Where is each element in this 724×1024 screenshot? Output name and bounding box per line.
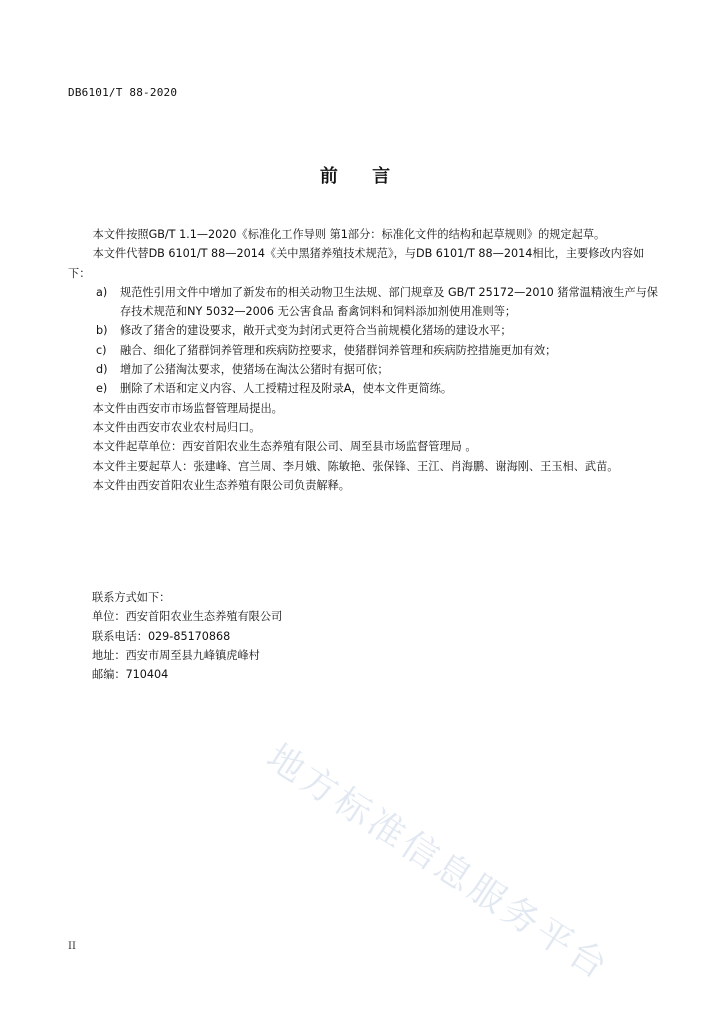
list-item (68, 360, 658, 379)
list-item-text: 删除了术语和定义内容、人工授精过程及附录A，使本文件更简练。 (120, 382, 453, 396)
page-title: 前 言 (319, 166, 405, 187)
watermark: 地方标准信息服务平台 (259, 736, 618, 989)
statement-drafters: 本文件主要起草人：张建峰、宫兰周、李月娥、陈敏艳、张保锋、王江、肖海鹏、谢海刚、王玉相、武苗。 (92, 459, 619, 473)
statement-drafting-units: 本文件起草单位：西安首阳农业生态养殖有限公司、周至县市场监督管理局 。 (92, 440, 477, 454)
list-item (68, 321, 658, 340)
document-code: DB6101/T 88-2020 (68, 86, 178, 99)
paragraph-replacement: 本文件代替DB 6101/T 88—2014《关中黑猪养殖技术规范》，与DB 6101/T 88—2014相比，主要修改内容如下： (68, 247, 645, 280)
list-item-mark: e) (96, 382, 108, 396)
statement-proposed: 本文件由西安市市场监督管理局提出。 (92, 401, 283, 415)
list-item-mark: c) (96, 343, 107, 357)
paragraph-standard-basis: 本文件按照GB/T 1.1—2020《标准化工作导则 第1部分：标准化文件的结构和起草规则》的规定起草。 (92, 228, 606, 241)
page-number: II (68, 941, 76, 952)
list-item-mark: a) (96, 285, 108, 299)
list-item-text: 增加了公猪淘汰要求，使猪场在淘汰公猪时有据可依； (120, 363, 389, 377)
contact-heading: 联系方式如下： (92, 591, 171, 604)
list-item-text: 融合、细化了猪群饲养管理和疾病防控要求，使猪群饲养管理和疾病防控措施更加有效； (120, 343, 557, 357)
contact-postcode: 邮编：710404 (92, 668, 169, 682)
list-item (68, 379, 658, 398)
contact-block (92, 588, 282, 684)
foreword-body (68, 225, 658, 495)
list-item-mark: d) (96, 363, 108, 377)
statement-managed: 本文件由西安市农业农村局归口。 (92, 420, 261, 434)
list-item-text: 规范性引用文件中增加了新发布的相关动物卫生法规、部门规章及 GB/T 25172—2010 猪常温精液生产与保存技术规范和NY 5032—2006 无公害食品 畜禽饲料和饲料添加剂使用准则等； (120, 285, 658, 319)
contact-address: 地址：西安市周至县九峰镇虎峰村 (92, 648, 260, 662)
contact-unit: 单位：西安首阳农业生态养殖有限公司 (92, 610, 283, 624)
list-item (68, 341, 658, 360)
list-item-text: 修改了猪舍的建设要求，敞开式变为封闭式更符合当前规模化猪场的建设水平； (120, 324, 512, 338)
list-item-mark: b) (96, 324, 108, 338)
contact-phone: 联系电话：029-85170868 (92, 629, 231, 643)
statement-interpretation: 本文件由西安首阳农业生态养殖有限公司负责解释。 (92, 478, 350, 492)
list-item (68, 283, 658, 322)
